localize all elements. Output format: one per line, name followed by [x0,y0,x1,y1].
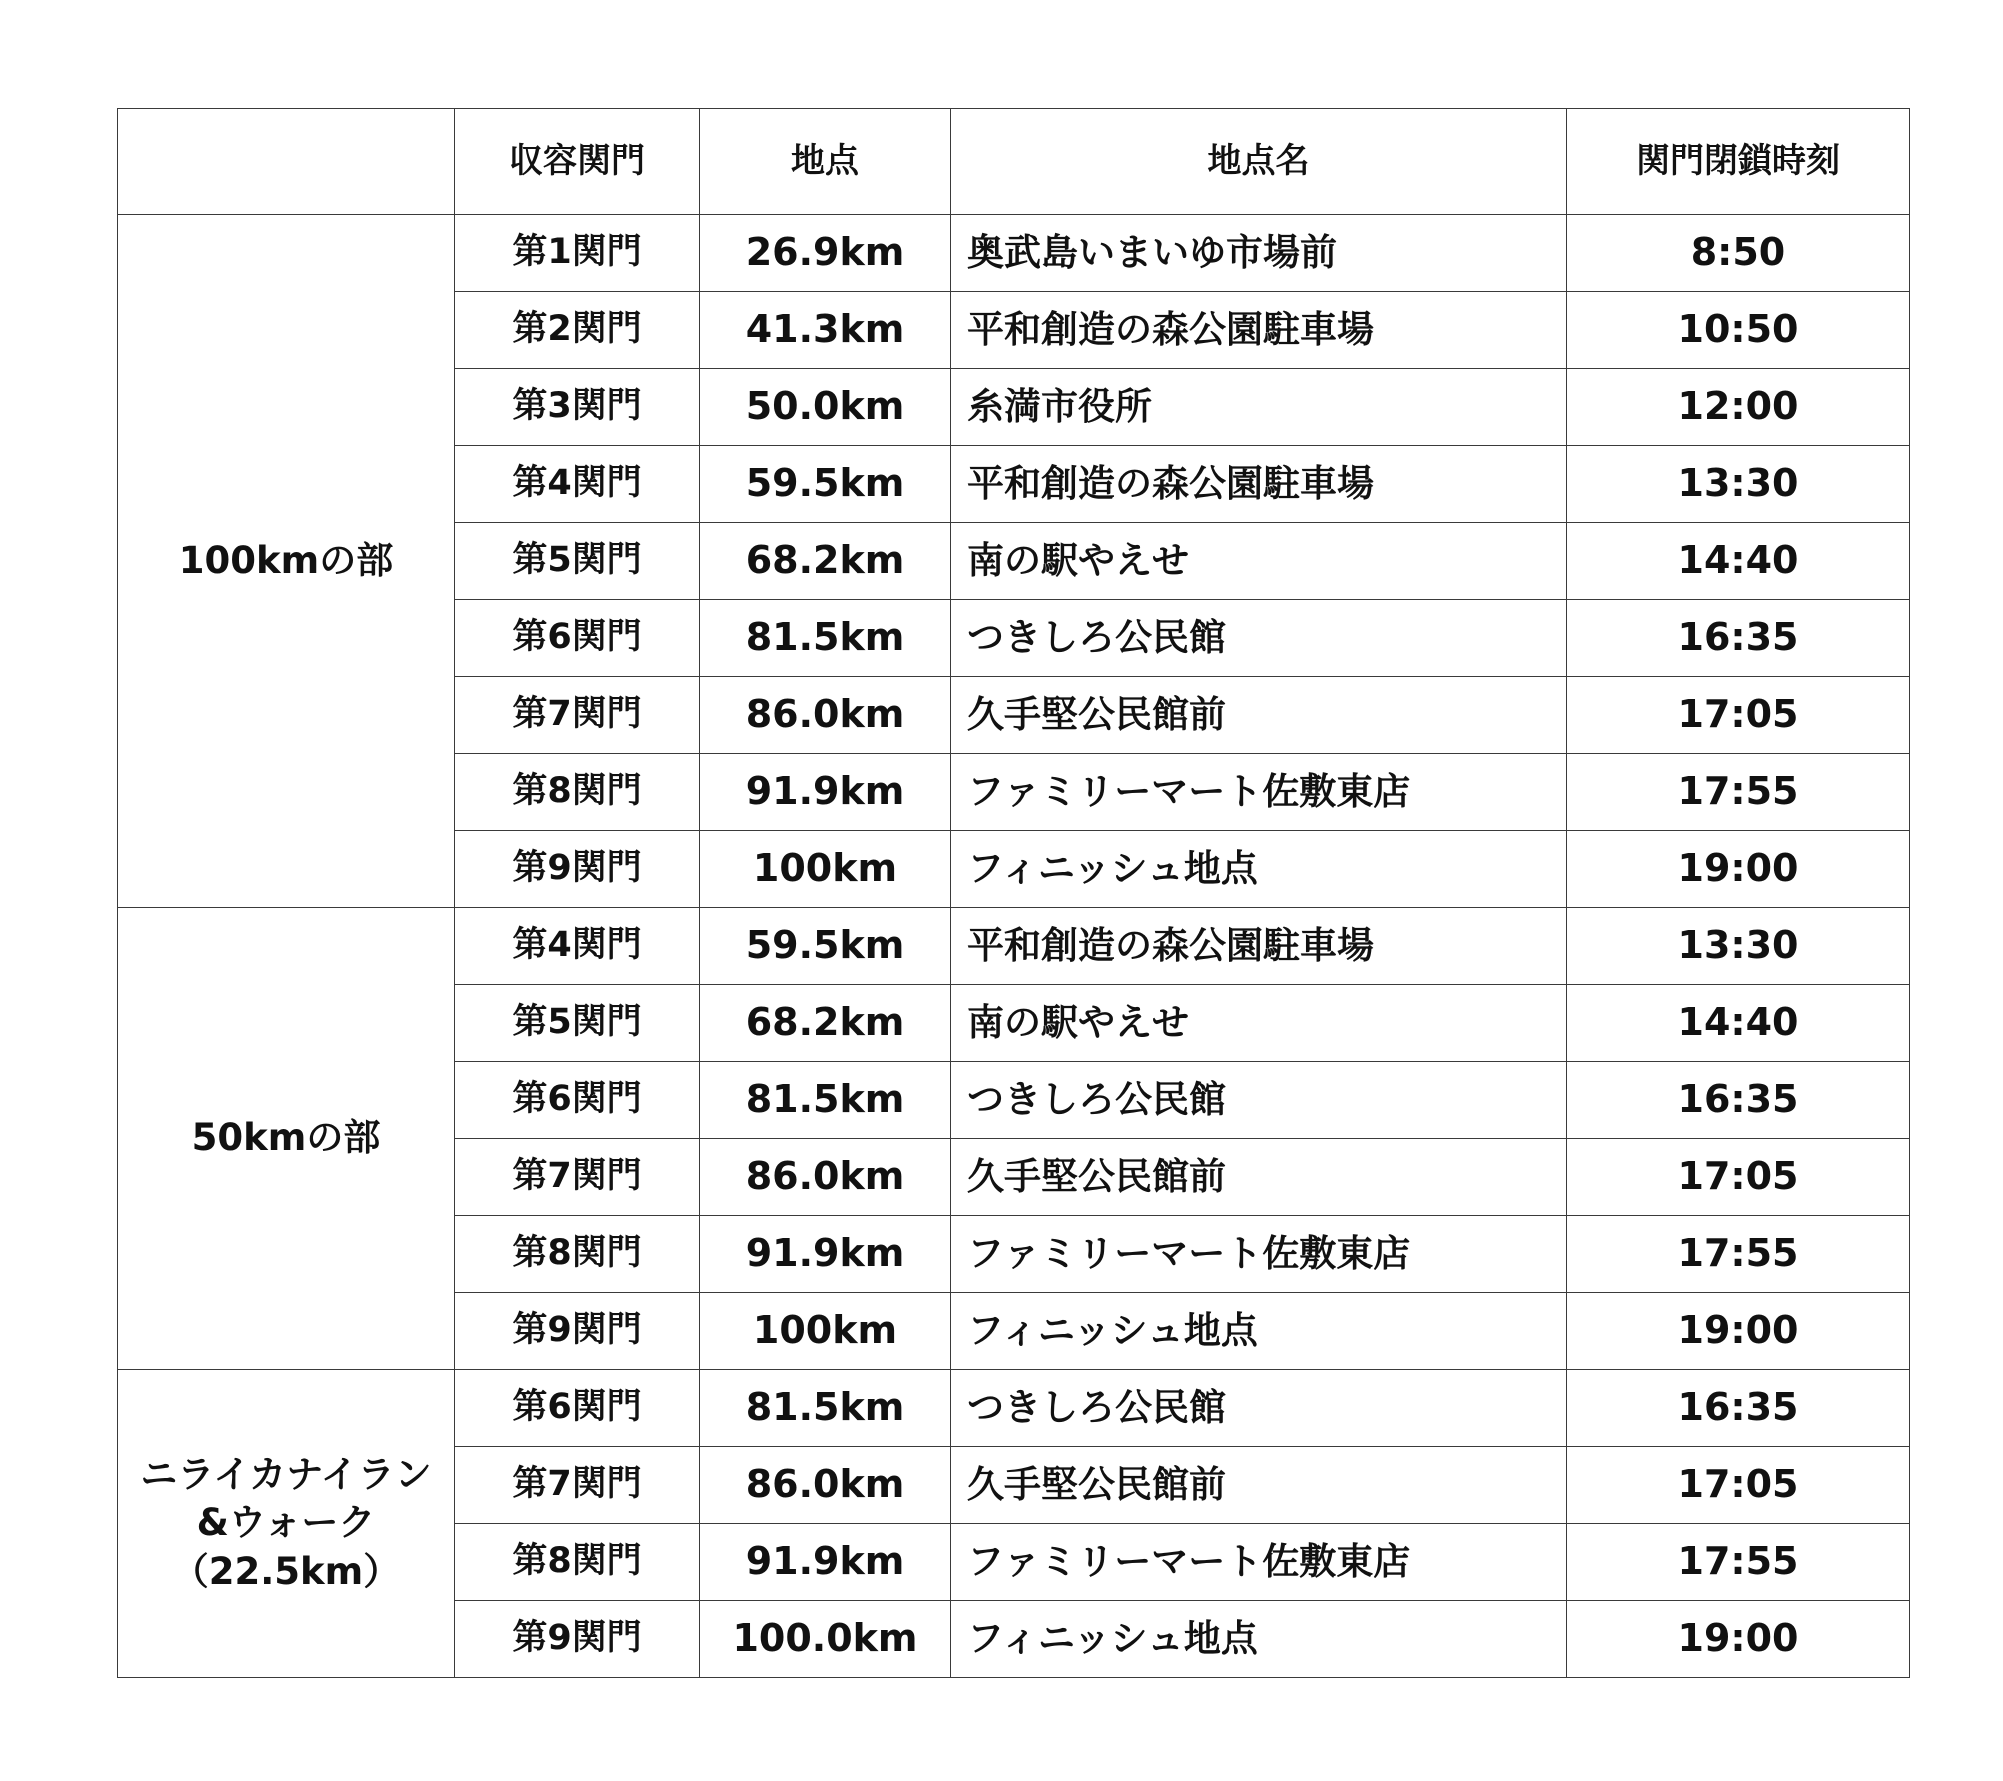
header-distance: 地点 [700,109,951,215]
table-row [118,215,1910,292]
place-name-cell: 奥武島いまいゆ市場前 [951,215,1567,292]
distance-cell: 81.5km [700,600,951,677]
table-row [118,1370,1910,1447]
distance-cell: 91.9km [700,1524,951,1601]
place-name-cell: 平和創造の森公園駐車場 [951,446,1567,523]
distance-cell: 86.0km [700,1139,951,1216]
distance-cell: 86.0km [700,1447,951,1524]
cutoff-table [117,108,1910,1678]
close-time-cell: 13:30 [1567,908,1910,985]
place-name-cell: 平和創造の森公園駐車場 [951,292,1567,369]
division-label-line: 50kmの部 [191,1116,381,1160]
division-label-line: ニライカナイラン [140,1453,432,1497]
distance-cell: 91.9km [700,1216,951,1293]
gate-cell: 第8関門 [455,754,700,831]
place-name-cell: ファミリーマート佐敷東店 [951,1216,1567,1293]
gate-cell: 第1関門 [455,215,700,292]
place-name-cell: 久手堅公民館前 [951,1139,1567,1216]
close-time-cell: 12:00 [1567,369,1910,446]
place-name-cell: 久手堅公民館前 [951,1447,1567,1524]
gate-cell: 第6関門 [455,1062,700,1139]
close-time-cell: 19:00 [1567,1293,1910,1370]
place-name-cell: 平和創造の森公園駐車場 [951,908,1567,985]
distance-cell: 41.3km [700,292,951,369]
close-time-cell: 17:05 [1567,1447,1910,1524]
gate-cell: 第5関門 [455,523,700,600]
distance-cell: 50.0km [700,369,951,446]
place-name-cell: フィニッシュ地点 [951,1601,1567,1678]
distance-cell: 59.5km [700,446,951,523]
table-body [118,109,1910,1678]
place-name-cell: 久手堅公民館前 [951,677,1567,754]
place-name-cell: ファミリーマート佐敷東店 [951,1524,1567,1601]
gate-cell: 第2関門 [455,292,700,369]
gate-cell: 第4関門 [455,908,700,985]
place-name-cell: 糸満市役所 [951,369,1567,446]
division-label [118,215,455,908]
close-time-cell: 8:50 [1567,215,1910,292]
division-label-line: 100kmの部 [178,538,394,582]
close-time-cell: 10:50 [1567,292,1910,369]
distance-cell: 81.5km [700,1370,951,1447]
gate-cell: 第9関門 [455,1293,700,1370]
header-gate: 収容関門 [455,109,700,215]
gate-cell: 第7関門 [455,677,700,754]
place-name-cell: 南の駅やえせ [951,985,1567,1062]
header-division-blank [118,109,455,215]
close-time-cell: 16:35 [1567,600,1910,677]
header-close-time: 関門閉鎖時刻 [1567,109,1910,215]
close-time-cell: 17:05 [1567,677,1910,754]
distance-cell: 59.5km [700,908,951,985]
gate-cell: 第7関門 [455,1447,700,1524]
gate-cell: 第7関門 [455,1139,700,1216]
distance-cell: 91.9km [700,754,951,831]
gate-cell: 第6関門 [455,1370,700,1447]
place-name-cell: フィニッシュ地点 [951,831,1567,908]
table-row [118,908,1910,985]
place-name-cell: ファミリーマート佐敷東店 [951,754,1567,831]
gate-cell: 第9関門 [455,831,700,908]
place-name-cell: つきしろ公民館 [951,1370,1567,1447]
gate-cell: 第9関門 [455,1601,700,1678]
close-time-cell: 16:35 [1567,1062,1910,1139]
close-time-cell: 17:55 [1567,1216,1910,1293]
close-time-cell: 14:40 [1567,523,1910,600]
gate-cell: 第8関門 [455,1524,700,1601]
close-time-cell: 19:00 [1567,831,1910,908]
division-label-line: （22.5km） [171,1549,401,1593]
place-name-cell: つきしろ公民館 [951,1062,1567,1139]
close-time-cell: 13:30 [1567,446,1910,523]
division-label-line: &ウォーク [196,1501,376,1545]
distance-cell: 26.9km [700,215,951,292]
distance-cell: 100km [700,1293,951,1370]
distance-cell: 100km [700,831,951,908]
distance-cell: 86.0km [700,677,951,754]
distance-cell: 100.0km [700,1601,951,1678]
close-time-cell: 19:00 [1567,1601,1910,1678]
distance-cell: 81.5km [700,1062,951,1139]
close-time-cell: 17:55 [1567,1524,1910,1601]
close-time-cell: 16:35 [1567,1370,1910,1447]
distance-cell: 68.2km [700,985,951,1062]
gate-cell: 第6関門 [455,600,700,677]
gate-cell: 第8関門 [455,1216,700,1293]
place-name-cell: 南の駅やえせ [951,523,1567,600]
division-label [118,1370,455,1678]
distance-cell: 68.2km [700,523,951,600]
gate-cell: 第5関門 [455,985,700,1062]
gate-cell: 第3関門 [455,369,700,446]
gate-cell: 第4関門 [455,446,700,523]
close-time-cell: 14:40 [1567,985,1910,1062]
header-place: 地点名 [951,109,1567,215]
place-name-cell: つきしろ公民館 [951,600,1567,677]
division-label [118,908,455,1370]
header-row [118,109,1910,215]
close-time-cell: 17:55 [1567,754,1910,831]
place-name-cell: フィニッシュ地点 [951,1293,1567,1370]
close-time-cell: 17:05 [1567,1139,1910,1216]
